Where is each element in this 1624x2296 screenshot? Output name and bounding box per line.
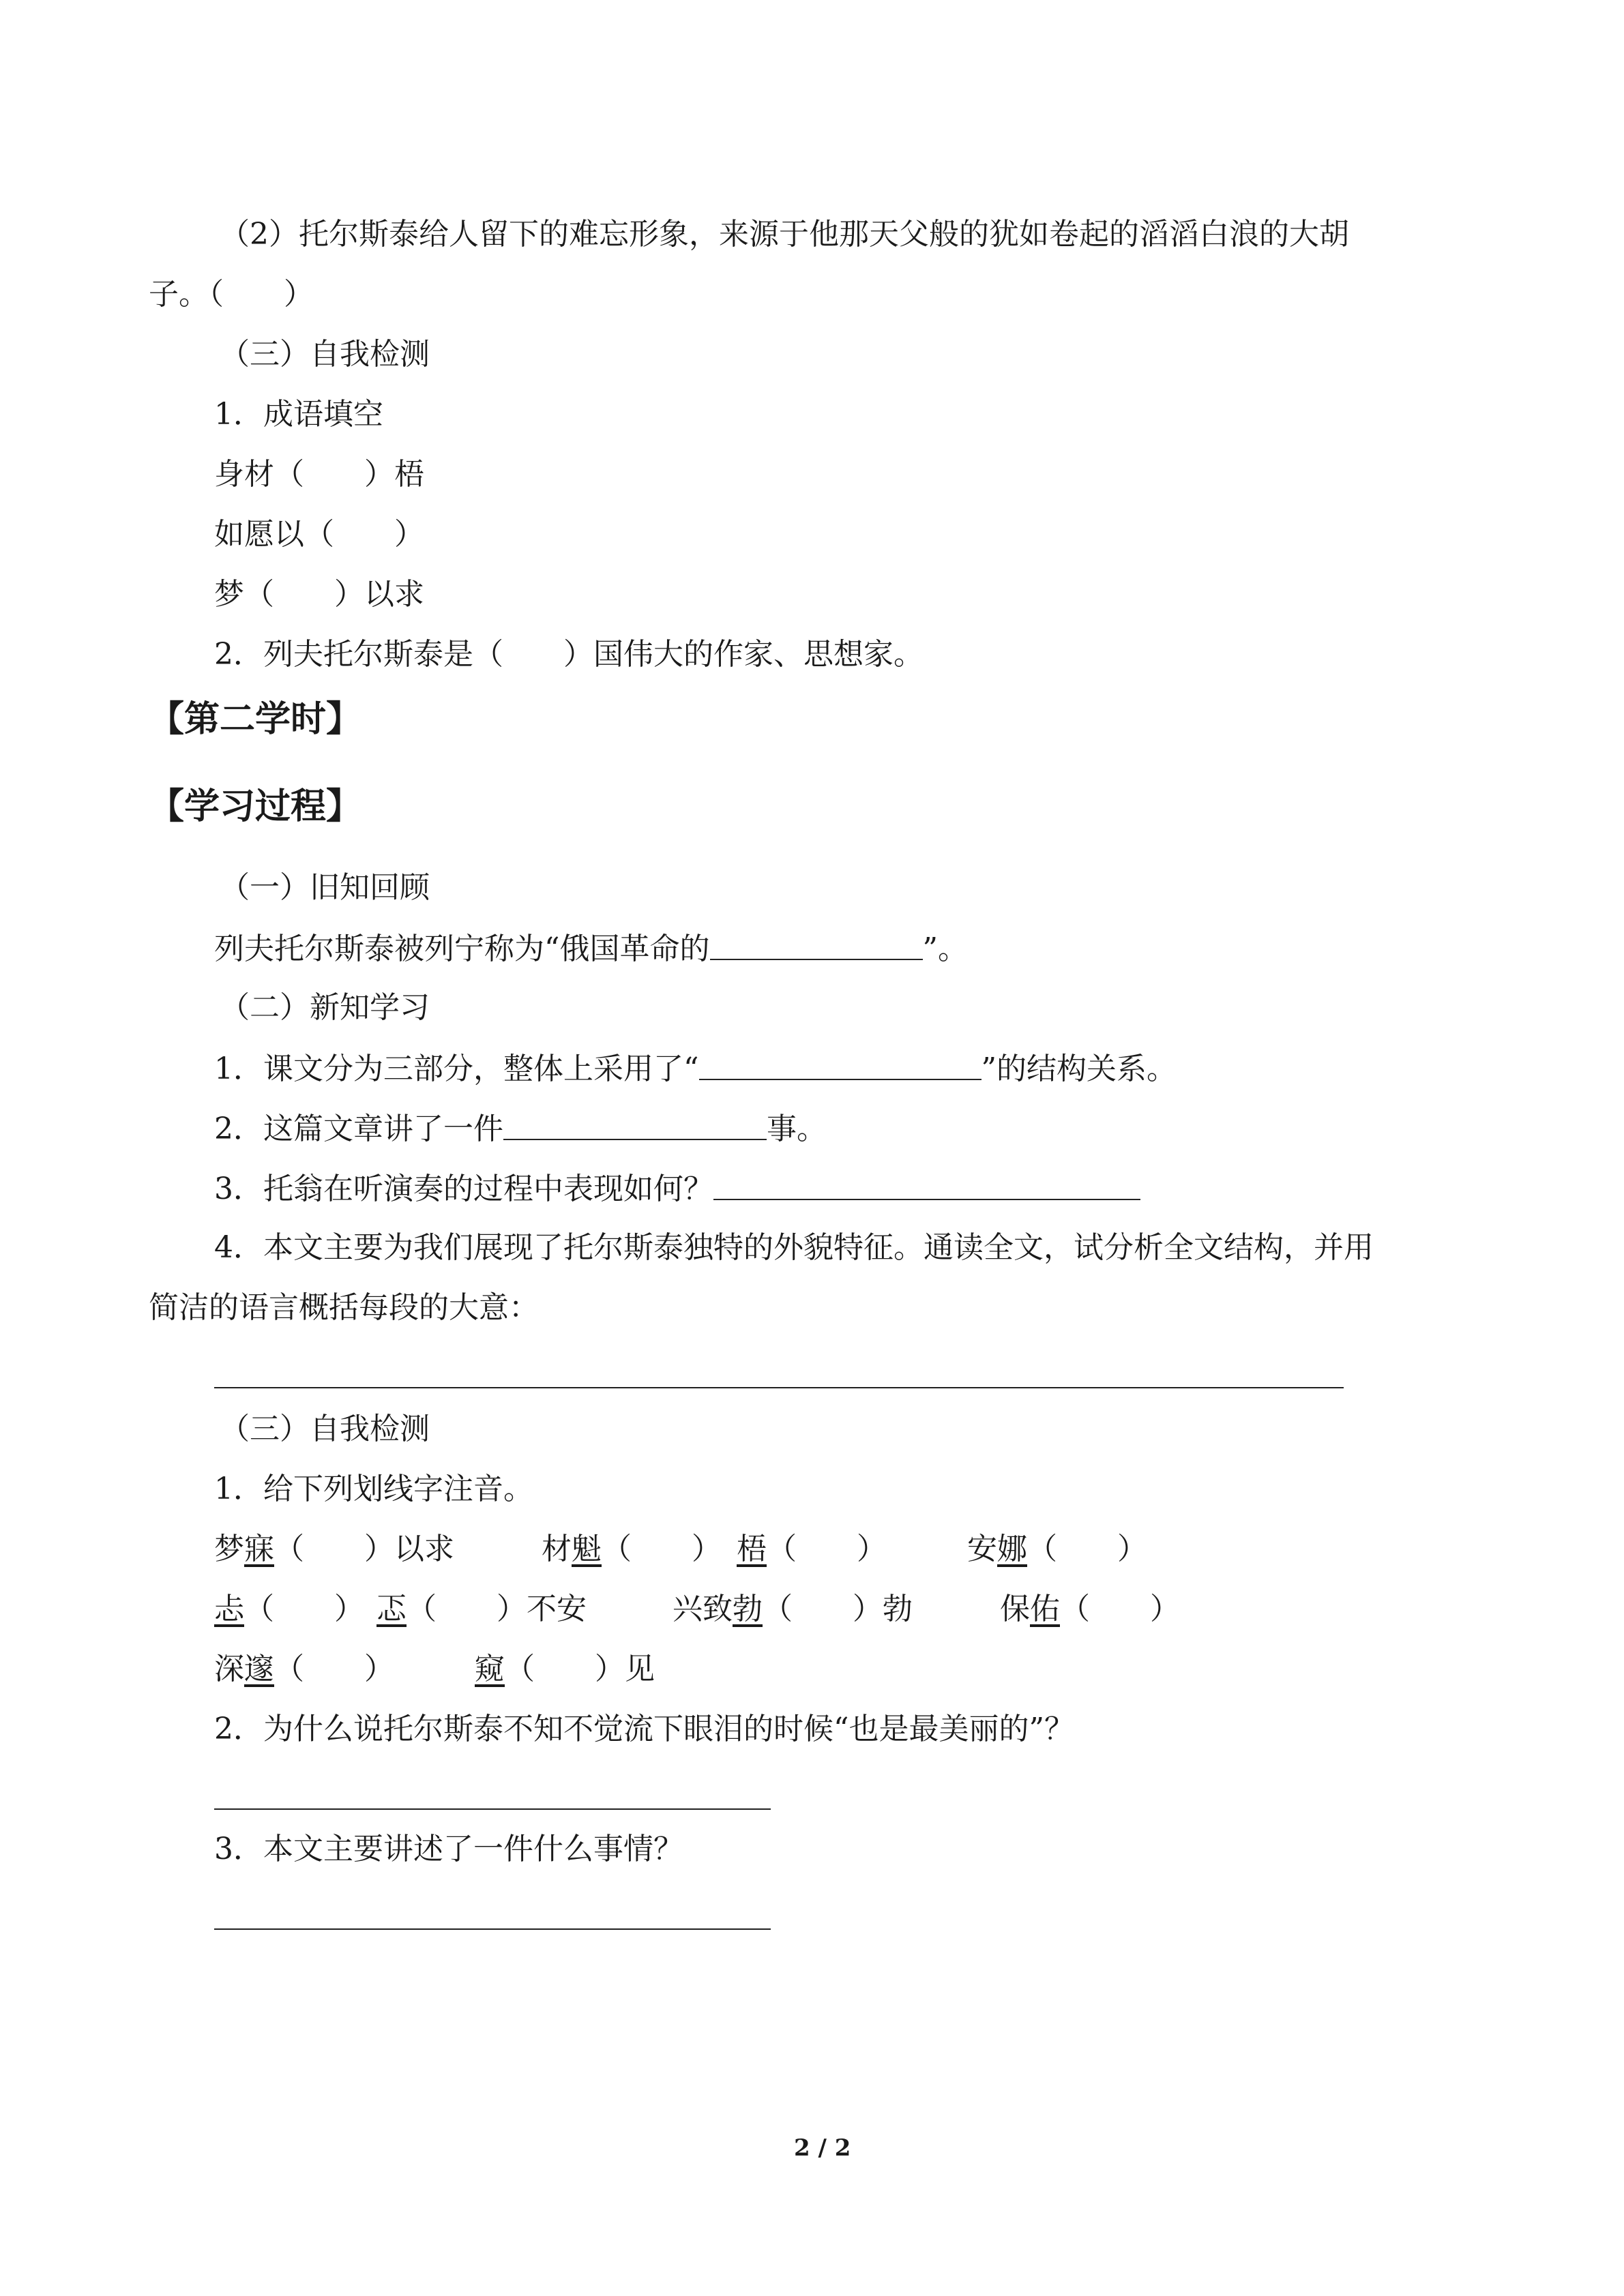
pinyin-item <box>673 1589 913 1630</box>
answer-blank[interactable] <box>710 927 923 960</box>
pinyin-item <box>737 1529 887 1570</box>
underlined-char: 魁 <box>572 1532 602 1566</box>
pinyin-item <box>214 1649 394 1690</box>
structure-analysis-line1: 4．本文主要为我们展现了托尔斯泰独特的外貌特征。通读全文，试分析全文结构，并用 <box>214 1230 1374 1265</box>
heading-learning-process: 【学习过程】 <box>149 786 362 827</box>
item2-line2: 子。（ ） <box>149 277 314 312</box>
pinyin-item <box>214 1529 454 1570</box>
main-event-question: 3．本文主要讲述了一件什么事情？ <box>214 1832 683 1866</box>
structure-analysis-line2: 简洁的语言概括每段的大意： <box>149 1290 539 1325</box>
pinyin-blank[interactable]: （ ） <box>602 1532 722 1566</box>
pinyin-item <box>1000 1589 1180 1630</box>
pinyin-question-title: 1．给下列划线字注音。 <box>214 1472 533 1506</box>
pinyin-char: 深 <box>214 1652 244 1686</box>
underlined-char: 娜 <box>997 1532 1027 1566</box>
answer-blank[interactable] <box>503 1107 767 1140</box>
pinyin-item <box>967 1529 1147 1570</box>
underlined-char: 忐 <box>214 1592 244 1626</box>
idiom-question-title: 1．成语填空 <box>214 397 383 432</box>
answer-blank[interactable] <box>699 1047 981 1080</box>
pinyin-blank[interactable]: （ ） <box>1060 1592 1180 1626</box>
heading-second-period: 【第二学时】 <box>149 698 362 740</box>
pinyin-blank[interactable]: （ ） <box>1027 1532 1147 1566</box>
answer-line[interactable] <box>214 1928 771 1930</box>
idiom-item: 梦（ ）以求 <box>214 577 424 612</box>
idiom-item: 如愿以（ ） <box>214 517 424 552</box>
self-test-title: （三）自我检测 <box>220 337 430 372</box>
pinyin-blank[interactable]: （ ）勃 <box>763 1592 913 1626</box>
question-text: 1．课文分为三部分，整体上采用了“ <box>214 1052 699 1086</box>
review-question <box>214 927 968 970</box>
review-text-before: 列夫托尔斯泰被列宁称为“俄国革命的 <box>214 931 710 966</box>
idiom-item: 身材（ ）梧 <box>214 457 424 492</box>
pinyin-char: 材 <box>542 1532 572 1566</box>
country-question: 2．列夫托尔斯泰是（ ）国伟大的作家、思想家。 <box>214 637 924 672</box>
page-number: 2 / 2 <box>794 2134 851 2162</box>
pinyin-blank[interactable]: （ ） <box>274 1652 394 1686</box>
answer-line[interactable] <box>214 1387 1344 1388</box>
new-learning-title: （二）新知学习 <box>220 990 430 1025</box>
underlined-char: 梧 <box>737 1532 767 1566</box>
pinyin-blank[interactable]: （ ）不安 <box>407 1592 587 1626</box>
pinyin-item <box>377 1589 587 1630</box>
underlined-char: 窥 <box>475 1652 505 1686</box>
underlined-char: 勃 <box>733 1592 763 1626</box>
underlined-char: 邃 <box>244 1652 274 1686</box>
underlined-char: 忑 <box>377 1592 407 1626</box>
answer-blank[interactable] <box>713 1167 1140 1200</box>
pinyin-char: 安 <box>967 1532 997 1566</box>
pinyin-item <box>214 1589 364 1630</box>
item2-line1: （2）托尔斯泰给人留下的难忘形象，来源于他那天父般的犹如卷起的滔滔白浪的大胡 <box>220 217 1349 252</box>
question-text: 事。 <box>767 1112 827 1146</box>
answer-line[interactable] <box>214 1808 771 1810</box>
pinyin-item <box>542 1529 722 1570</box>
question-text: 3．托翁在听演奏的过程中表现如何？ <box>214 1172 713 1206</box>
event-question <box>214 1107 827 1150</box>
pinyin-item <box>475 1649 655 1690</box>
question-text: 2．这篇文章讲了一件 <box>214 1112 503 1146</box>
pinyin-blank[interactable]: （ ） <box>244 1592 364 1626</box>
pinyin-blank[interactable]: （ ）以求 <box>274 1532 454 1566</box>
self-test-title: （三）自我检测 <box>220 1412 430 1446</box>
tears-question: 2．为什么说托尔斯泰不知不觉流下眼泪的时候“也是最美丽的”？ <box>214 1712 1074 1746</box>
performance-question <box>214 1167 1140 1210</box>
question-text: ”的结构关系。 <box>981 1052 1177 1086</box>
pinyin-char: 兴致 <box>673 1592 733 1626</box>
underlined-char: 寐 <box>244 1532 274 1566</box>
underlined-char: 佑 <box>1030 1592 1060 1626</box>
pinyin-blank[interactable]: （ ） <box>767 1532 887 1566</box>
review-title: （一）旧知回顾 <box>220 870 430 905</box>
pinyin-blank[interactable]: （ ）见 <box>505 1652 655 1686</box>
pinyin-char: 梦 <box>214 1532 244 1566</box>
structure-question <box>214 1047 1177 1090</box>
review-text-after: ”。 <box>922 931 968 966</box>
pinyin-char: 保 <box>1000 1592 1030 1626</box>
